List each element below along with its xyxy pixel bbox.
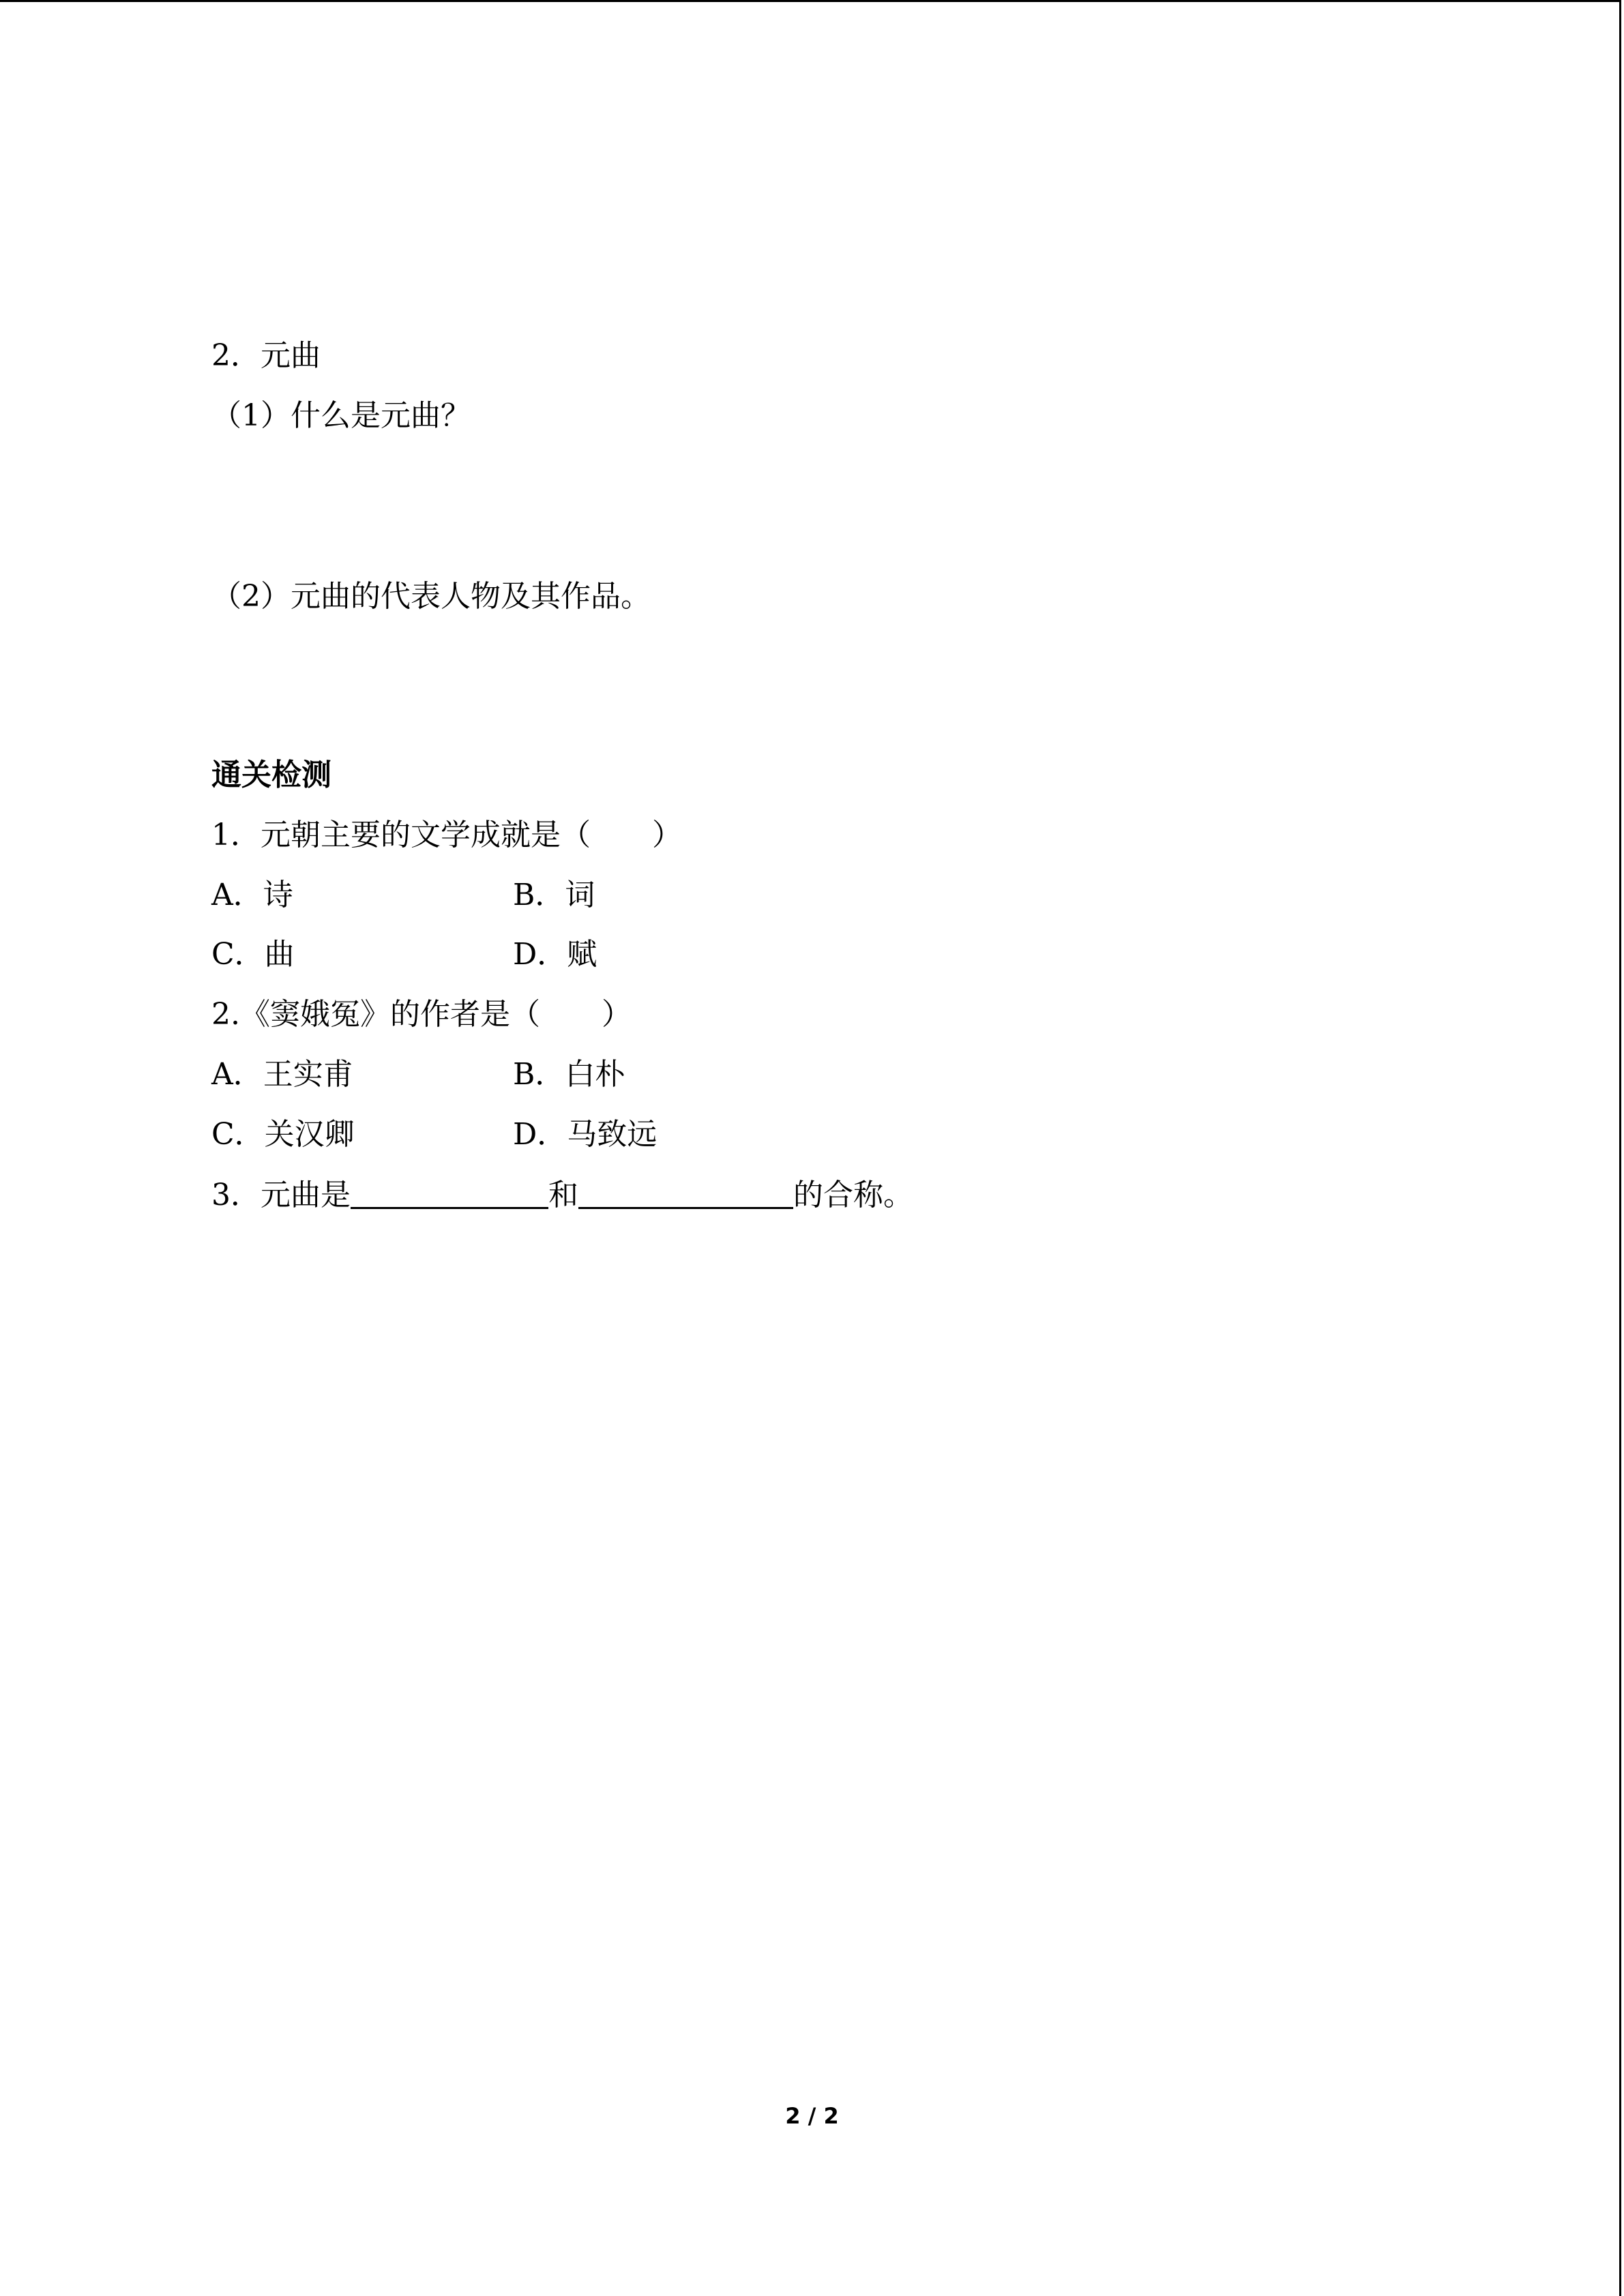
fill-blank-1[interactable] [351,1174,548,1209]
quiz-question-1 [211,815,682,856]
quiz-question-3 [211,1174,913,1216]
q1-option-c: C．曲 [211,937,295,972]
page-number: 2 / 2 [785,2103,839,2129]
q2-option-d: D．马致远 [513,1117,658,1152]
quiz-question-3-text: 3．元曲是 [211,1178,351,1212]
q2-option-c: C．关汉卿 [211,1117,355,1152]
question-representatives: （2）元曲的代表人物及其作品。 [211,579,651,614]
section-title-yuanqu: 2．元曲 [211,338,321,373]
question-what-is-yuanqu: （1）什么是元曲？ [211,398,471,433]
quiz-question-2-text: 2.《窦娥冤》的作者是（ [211,997,540,1032]
quiz-question-2 [211,994,632,1035]
quiz-question-1-text: 1．元朝主要的文学成就是（ [211,818,591,852]
fill-blank-2[interactable] [578,1174,793,1209]
quiz-question-2-close: ） [601,997,632,1032]
quiz-question-1-close: ） [652,818,682,852]
quiz-heading: 通关检测 [211,758,331,792]
q2-option-b: B．白朴 [513,1057,625,1092]
quiz-question-3-end: 的合称。 [793,1178,913,1212]
q1-option-d: D．赋 [513,937,597,972]
q2-option-a: A．王实甫 [211,1057,353,1092]
quiz-question-3-and: 和 [548,1178,578,1212]
q1-option-b: B．词 [513,878,595,912]
q1-option-a: A．诗 [211,878,293,912]
